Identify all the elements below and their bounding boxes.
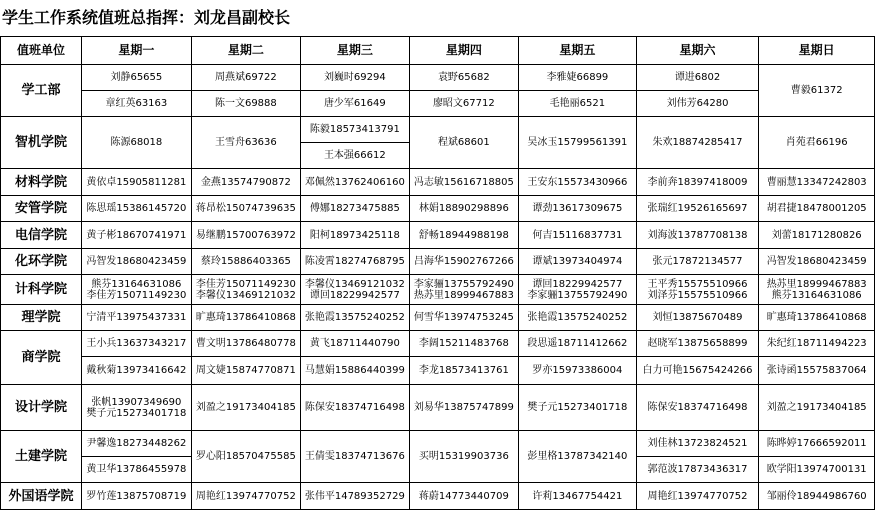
duty-cell: 冯志敏15616718805 — [409, 169, 519, 196]
duty-cell: 舒畅18944988198 — [409, 222, 519, 249]
table-row — [1, 196, 875, 222]
unit-name: 土建学院 — [1, 431, 82, 483]
duty-cell: 李前奔18397418009 — [636, 169, 759, 196]
unit-name: 材料学院 — [1, 169, 82, 196]
duty-cell: 王倩雯18374713676 — [301, 431, 409, 483]
duty-cell: 张元17872134577 — [636, 249, 759, 275]
duty-line: 熊芬13164631086 — [91, 278, 182, 290]
duty-cell: 肖苑君66196 — [759, 117, 875, 169]
duty-line: 李佳芳15071149230 — [86, 289, 187, 301]
duty-cell: 黄卫华13786455978 — [82, 457, 192, 483]
duty-cell: 刘盈之19173404185 — [191, 385, 301, 431]
table-row — [1, 431, 875, 457]
duty-line: 王平秀15575510966 — [647, 278, 748, 290]
duty-cell: 毛艳丽6521 — [519, 91, 637, 117]
duty-cell: 谭劲13617309675 — [519, 196, 637, 222]
duty-cell: 郭范波17873436317 — [636, 457, 759, 483]
duty-cell: 王雪舟63636 — [191, 117, 301, 169]
duty-cell: 罗心阳18570475585 — [191, 431, 301, 483]
duty-cell: 李雅婕66899 — [519, 65, 637, 91]
duty-line: 李馨仪13469121032 — [304, 278, 405, 290]
duty-cell: 段思遥18711412662 — [519, 331, 637, 357]
unit-name: 智机学院 — [1, 117, 82, 169]
table-row — [1, 222, 875, 249]
unit-name: 外国语学院 — [1, 483, 82, 510]
duty-cell: 刘伟芳64280 — [636, 91, 759, 117]
table-row — [1, 331, 875, 357]
table-row — [1, 305, 875, 331]
duty-cell — [636, 275, 759, 305]
duty-cell: 樊子元15273401718 — [519, 385, 637, 431]
duty-cell — [409, 275, 519, 305]
duty-cell: 何吉15116837731 — [519, 222, 637, 249]
table-row — [1, 275, 875, 305]
unit-name: 化环学院 — [1, 249, 82, 275]
unit-name: 商学院 — [1, 331, 82, 385]
duty-cell: 刘静65655 — [82, 65, 192, 91]
duty-cell: 陈晔婷17666592011 — [759, 431, 875, 457]
duty-cell: 袁野65682 — [409, 65, 519, 91]
table-row — [1, 91, 875, 117]
table-row — [1, 483, 875, 510]
duty-cell: 赵晓军13875658899 — [636, 331, 759, 357]
unit-name: 安管学院 — [1, 196, 82, 222]
duty-cell: 朱欢18874285417 — [636, 117, 759, 169]
duty-cell: 白力可艳15675424266 — [636, 357, 759, 385]
duty-cell: 张伟平14789352729 — [301, 483, 409, 510]
header-saturday: 星期六 — [636, 37, 759, 65]
header-row — [1, 37, 875, 65]
duty-cell: 邹丽伶18944986760 — [759, 483, 875, 510]
duty-cell: 程斌68601 — [409, 117, 519, 169]
duty-cell: 章红英63163 — [82, 91, 192, 117]
duty-cell: 王安东15573430966 — [519, 169, 637, 196]
duty-cell: 罗竹莲13875708719 — [82, 483, 192, 510]
duty-cell — [82, 385, 192, 431]
duty-cell: 宁清平13975437331 — [82, 305, 192, 331]
duty-cell: 尹馨逸18273448262 — [82, 431, 192, 457]
header-sunday: 星期日 — [759, 37, 875, 65]
page-title: 学生工作系统值班总指挥：刘龙昌副校长 — [2, 8, 291, 27]
duty-cell: 谭进6802 — [636, 65, 759, 91]
table-row — [1, 249, 875, 275]
duty-cell: 王小兵13637343217 — [82, 331, 192, 357]
duty-cell: 陈保安18374716498 — [636, 385, 759, 431]
duty-cell: 张瑞红19526165697 — [636, 196, 759, 222]
duty-cell: 蔡玲15886403365 — [191, 249, 301, 275]
duty-line: 樊子元15273401718 — [86, 407, 187, 419]
duty-line: 李馨仪13469121032 — [195, 289, 296, 301]
duty-cell: 张艳霞13575240252 — [519, 305, 637, 331]
duty-cell: 冯智发18680423459 — [82, 249, 192, 275]
duty-line: 刘泽芬15575510966 — [647, 289, 748, 301]
duty-cell: 许莉13467754421 — [519, 483, 637, 510]
duty-cell: 周文婕15874770871 — [191, 357, 301, 385]
duty-cell: 何雪华13974753245 — [409, 305, 519, 331]
duty-line: 李家骊13755792490 — [527, 289, 628, 301]
duty-line: 张帆13907349690 — [91, 396, 182, 408]
duty-cell: 刘易华13875747899 — [409, 385, 519, 431]
duty-cell: 陈源68018 — [82, 117, 192, 169]
duty-line: 李佳芳15071149230 — [195, 278, 296, 290]
duty-cell: 张艳霞13575240252 — [301, 305, 409, 331]
duty-cell: 陈一文69888 — [191, 91, 301, 117]
duty-cell: 刘恒13875670489 — [636, 305, 759, 331]
duty-cell — [519, 275, 637, 305]
duty-line: 李家骊13755792490 — [413, 278, 514, 290]
duty-cell: 李龙18573413761 — [409, 357, 519, 385]
duty-cell: 冯智发18680423459 — [759, 249, 875, 275]
duty-cell: 傅娜18273475885 — [301, 196, 409, 222]
duty-cell: 陈思瑶15386145720 — [82, 196, 192, 222]
duty-cell: 黄依卓15905811281 — [82, 169, 192, 196]
duty-line: 谭回18229942577 — [532, 278, 623, 290]
duty-cell: 戴秋菊13973416642 — [82, 357, 192, 385]
header-thursday: 星期四 — [409, 37, 519, 65]
duty-cell: 曹毅61372 — [759, 65, 875, 117]
duty-cell: 蒋昂松15074739635 — [191, 196, 301, 222]
duty-cell: 张诗函15575837064 — [759, 357, 875, 385]
table-row — [1, 357, 875, 385]
duty-cell: 陈保安18374716498 — [301, 385, 409, 431]
duty-cell: 胡君捷18478001205 — [759, 196, 875, 222]
duty-cell — [191, 275, 301, 305]
duty-cell — [82, 275, 192, 305]
duty-line: 谭回18229942577 — [309, 289, 400, 301]
duty-cell: 罗亦15973386004 — [519, 357, 637, 385]
duty-cell: 彭里格13787342140 — [519, 431, 637, 483]
duty-cell: 刘蕾18171280826 — [759, 222, 875, 249]
duty-cell: 旷惠琦13786410868 — [191, 305, 301, 331]
unit-name: 设计学院 — [1, 385, 82, 431]
unit-name: 理学院 — [1, 305, 82, 331]
duty-cell: 吴冰玉15799561391 — [519, 117, 637, 169]
duty-cell: 陈凌霄18274768795 — [301, 249, 409, 275]
table-row — [1, 65, 875, 91]
duty-cell: 陈毅18573413791 — [301, 117, 409, 143]
duty-cell: 王本强66612 — [301, 143, 409, 169]
table-row — [1, 169, 875, 196]
duty-cell: 周艳红13974770752 — [636, 483, 759, 510]
duty-cell: 周艳红13974770752 — [191, 483, 301, 510]
duty-line: 热苏里18999467883 — [413, 289, 514, 301]
duty-cell: 刘佳林13723824521 — [636, 431, 759, 457]
header-friday: 星期五 — [519, 37, 637, 65]
unit-name: 计科学院 — [1, 275, 82, 305]
header-monday: 星期一 — [82, 37, 192, 65]
duty-cell: 曹文明13786480778 — [191, 331, 301, 357]
header-tuesday: 星期二 — [191, 37, 301, 65]
duty-cell — [759, 275, 875, 305]
table-row — [1, 385, 875, 431]
duty-cell: 廖昭文67712 — [409, 91, 519, 117]
duty-cell — [301, 275, 409, 305]
duty-cell: 邓佩然13762406160 — [301, 169, 409, 196]
duty-cell: 林娟18890298896 — [409, 196, 519, 222]
duty-cell: 金燕13574790872 — [191, 169, 301, 196]
duty-cell: 黄飞18711440790 — [301, 331, 409, 357]
header-wednesday: 星期三 — [301, 37, 409, 65]
duty-line: 热苏里18999467883 — [766, 278, 867, 290]
duty-cell: 刘海波13787708138 — [636, 222, 759, 249]
unit-name: 电信学院 — [1, 222, 82, 249]
duty-cell: 旷惠琦13786410868 — [759, 305, 875, 331]
duty-cell: 朱纪红18711494223 — [759, 331, 875, 357]
duty-line: 熊芬13164631086 — [771, 289, 862, 301]
duty-cell: 买明15319903736 — [409, 431, 519, 483]
duty-cell: 马慧娟15886440399 — [301, 357, 409, 385]
duty-cell: 刘盈之19173404185 — [759, 385, 875, 431]
duty-cell: 黄子彬18670741971 — [82, 222, 192, 249]
duty-cell: 周燕斌69722 — [191, 65, 301, 91]
duty-schedule-table — [0, 36, 875, 510]
duty-cell: 曹丽慧13347242803 — [759, 169, 875, 196]
unit-name: 学工部 — [1, 65, 82, 117]
duty-cell: 谭斌13973404974 — [519, 249, 637, 275]
duty-cell: 欧学阳13974700131 — [759, 457, 875, 483]
duty-cell: 唐少军61649 — [301, 91, 409, 117]
duty-cell: 李阔15211483768 — [409, 331, 519, 357]
duty-cell: 刘巍时69294 — [301, 65, 409, 91]
duty-cell: 吕海华15902767266 — [409, 249, 519, 275]
duty-cell: 蒋蔚14773440709 — [409, 483, 519, 510]
table-row — [1, 117, 875, 143]
duty-cell: 易继鹏15700763972 — [191, 222, 301, 249]
header-unit: 值班单位 — [1, 37, 82, 65]
duty-cell: 阳柯18973425118 — [301, 222, 409, 249]
